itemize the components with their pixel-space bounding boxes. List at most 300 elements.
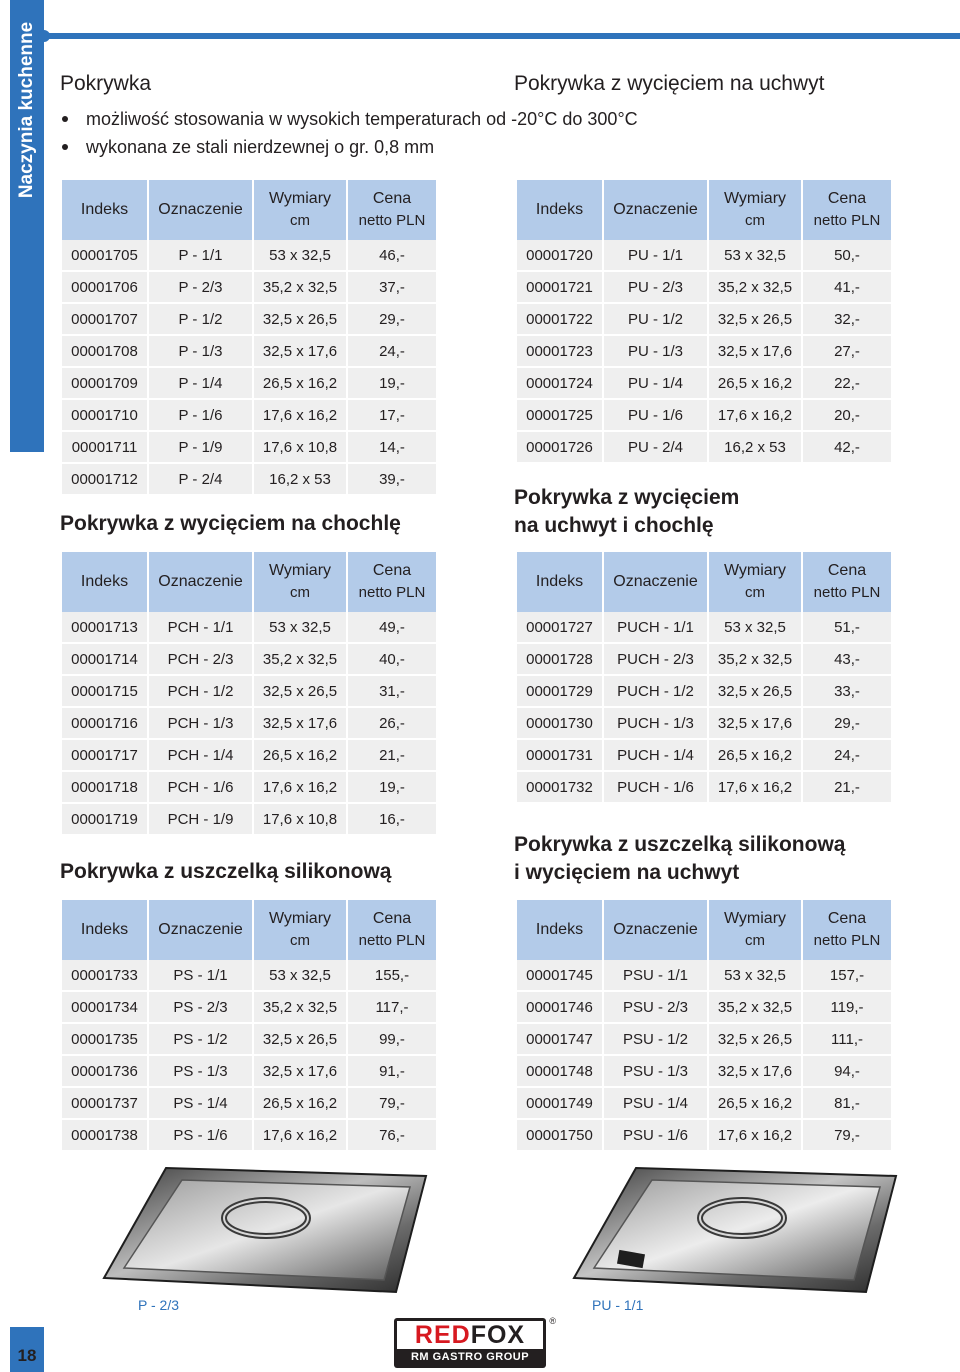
header-label: Oznaczenie: [613, 921, 698, 938]
cell-cena: 155,-: [348, 960, 436, 992]
cell-wymiary: 26,5 x 16,2: [709, 1088, 801, 1120]
cell-wymiary: 35,2 x 32,5: [254, 272, 346, 304]
cell-wymiary: 53 x 32,5: [709, 960, 801, 992]
table-row: [62, 804, 436, 836]
page-number: 18: [17, 1346, 37, 1365]
cell-oznaczenie: PS - 2/3: [149, 992, 252, 1024]
cell-indeks: 00001732: [517, 772, 602, 804]
header-indeks: [517, 900, 602, 960]
cell-oznaczenie: PU - 2/4: [604, 432, 707, 464]
cell-oznaczenie: PUCH - 1/6: [604, 772, 707, 804]
cell-indeks: 00001745: [517, 960, 602, 992]
price-table-ps: [60, 900, 438, 1152]
cell-indeks: 00001737: [62, 1088, 147, 1120]
cell-wymiary: 26,5 x 16,2: [254, 740, 346, 772]
header-label: Oznaczenie: [158, 573, 243, 590]
cell-cena: 16,-: [348, 804, 436, 836]
cell-indeks: 00001722: [517, 304, 602, 336]
cell-indeks: 00001712: [62, 464, 147, 496]
top-rule-dot: [38, 30, 50, 42]
cell-indeks: 00001721: [517, 272, 602, 304]
table-header-row: [62, 900, 436, 960]
table-row: [517, 960, 891, 992]
table-header-row: [62, 180, 436, 240]
cell-wymiary: 17,6 x 10,8: [254, 432, 346, 464]
section-title-p: Pokrywka: [60, 72, 152, 95]
lid-photo-p: [96, 1160, 456, 1300]
cell-wymiary: 32,5 x 26,5: [254, 1024, 346, 1056]
cell-cena: 40,-: [348, 644, 436, 676]
header-unit: netto PLN: [813, 584, 881, 601]
cell-indeks: 00001750: [517, 1120, 602, 1152]
header-label: Indeks: [535, 201, 584, 218]
table-row: [62, 400, 436, 432]
cell-indeks: 00001728: [517, 644, 602, 676]
table-row: [62, 960, 436, 992]
table-row: [517, 740, 891, 772]
cell-indeks: 00001735: [62, 1024, 147, 1056]
cell-indeks: 00001729: [517, 676, 602, 708]
cell-wymiary: 35,2 x 32,5: [254, 992, 346, 1024]
header-oznaczenie: [604, 900, 707, 960]
cell-cena: 119,-: [803, 992, 891, 1024]
cell-indeks: 00001726: [517, 432, 602, 464]
cell-wymiary: 32,5 x 26,5: [254, 676, 346, 708]
cell-wymiary: 32,5 x 17,6: [254, 1056, 346, 1088]
table-row: [62, 1088, 436, 1120]
cell-oznaczenie: PUCH - 1/4: [604, 740, 707, 772]
header-label: Cena: [827, 910, 867, 927]
cell-cena: 50,-: [803, 240, 891, 272]
cell-oznaczenie: PUCH - 1/2: [604, 676, 707, 708]
section-title-line: i wycięciem na uchwyt: [514, 861, 740, 884]
table-row: [62, 992, 436, 1024]
logo-wordmark: [397, 1321, 543, 1349]
section-title-psu: [514, 831, 845, 887]
cell-wymiary: 53 x 32,5: [254, 240, 346, 272]
cell-indeks: 00001707: [62, 304, 147, 336]
cell-cena: 29,-: [348, 304, 436, 336]
header-wymiary: [709, 552, 801, 612]
cell-cena: 20,-: [803, 400, 891, 432]
cell-indeks: 00001746: [517, 992, 602, 1024]
cell-indeks: 00001749: [517, 1088, 602, 1120]
cell-oznaczenie: PCH - 2/3: [149, 644, 252, 676]
header-label: Wymiary: [723, 190, 787, 207]
cell-wymiary: 16,2 x 53: [709, 432, 801, 464]
cell-indeks: 00001747: [517, 1024, 602, 1056]
cell-cena: 43,-: [803, 644, 891, 676]
table-row: [517, 272, 891, 304]
cell-wymiary: 16,2 x 53: [254, 464, 346, 496]
cell-oznaczenie: P - 1/4: [149, 368, 252, 400]
section-title-ps: Pokrywka z uszczelką silikonową: [60, 860, 392, 883]
sidebar-tab: [10, 0, 44, 452]
cell-indeks: 00001727: [517, 612, 602, 644]
cell-oznaczenie: P - 1/2: [149, 304, 252, 336]
cell-wymiary: 32,5 x 17,6: [254, 336, 346, 368]
feature-item: [60, 133, 638, 161]
cell-cena: 79,-: [803, 1120, 891, 1152]
cell-cena: 117,-: [348, 992, 436, 1024]
table-row: [517, 1056, 891, 1088]
cell-indeks: 00001731: [517, 740, 602, 772]
table-row: [62, 368, 436, 400]
section-title-puch: [514, 484, 739, 540]
table-row: [62, 432, 436, 464]
cell-wymiary: 32,5 x 17,6: [709, 708, 801, 740]
logo-red-text: RED: [414, 1321, 471, 1349]
cell-cena: 22,-: [803, 368, 891, 400]
cell-indeks: 00001714: [62, 644, 147, 676]
cell-oznaczenie: PCH - 1/4: [149, 740, 252, 772]
header-oznaczenie: [604, 552, 707, 612]
header-label: Cena: [827, 562, 867, 579]
cell-oznaczenie: PS - 1/3: [149, 1056, 252, 1088]
cell-cena: 19,-: [348, 772, 436, 804]
cell-cena: 39,-: [348, 464, 436, 496]
table-row: [62, 464, 436, 496]
cell-indeks: 00001710: [62, 400, 147, 432]
feature-text: wykonana ze stali nierdzewnej o gr. 0,8 mm: [86, 137, 435, 157]
cell-cena: 91,-: [348, 1056, 436, 1088]
cell-cena: 49,-: [348, 612, 436, 644]
header-cena: [803, 552, 891, 612]
cell-indeks: 00001724: [517, 368, 602, 400]
header-wymiary: [254, 552, 346, 612]
cell-cena: 29,-: [803, 708, 891, 740]
table-row: [62, 240, 436, 272]
table-row: [62, 304, 436, 336]
header-indeks: [62, 180, 147, 240]
header-label: Wymiary: [723, 910, 787, 927]
header-unit: netto PLN: [358, 212, 426, 229]
cell-cena: 79,-: [348, 1088, 436, 1120]
cell-indeks: 00001717: [62, 740, 147, 772]
cell-oznaczenie: PSU - 2/3: [604, 992, 707, 1024]
header-wymiary: [254, 900, 346, 960]
cell-oznaczenie: PSU - 1/4: [604, 1088, 707, 1120]
table-row: [517, 336, 891, 368]
cell-cena: 24,-: [803, 740, 891, 772]
table-row: [62, 336, 436, 368]
cell-wymiary: 17,6 x 16,2: [254, 400, 346, 432]
cell-indeks: 00001725: [517, 400, 602, 432]
table-header-row: [517, 900, 891, 960]
cell-wymiary: 26,5 x 16,2: [254, 368, 346, 400]
header-label: Oznaczenie: [158, 201, 243, 218]
price-table-psu: [515, 900, 893, 1152]
table-row: [517, 240, 891, 272]
header-label: Wymiary: [268, 910, 332, 927]
cell-wymiary: 26,5 x 16,2: [254, 1088, 346, 1120]
cell-indeks: 00001705: [62, 240, 147, 272]
cell-wymiary: 17,6 x 16,2: [709, 772, 801, 804]
section-title-pu: Pokrywka z wycięciem na uchwyt: [514, 72, 825, 95]
cell-cena: 17,-: [348, 400, 436, 432]
feature-list: [60, 105, 638, 161]
table-row: [62, 708, 436, 740]
header-unit: netto PLN: [813, 212, 881, 229]
table-row: [62, 740, 436, 772]
bullet-icon: [62, 116, 68, 122]
cell-oznaczenie: PU - 1/1: [604, 240, 707, 272]
cell-indeks: 00001719: [62, 804, 147, 836]
header-label: Indeks: [80, 201, 129, 218]
cell-wymiary: 32,5 x 26,5: [709, 676, 801, 708]
header-oznaczenie: [604, 180, 707, 240]
header-cena: [348, 180, 436, 240]
cell-wymiary: 17,6 x 16,2: [709, 1120, 801, 1152]
header-label: Cena: [372, 910, 412, 927]
cell-wymiary: 35,2 x 32,5: [709, 272, 801, 304]
header-oznaczenie: [149, 180, 252, 240]
header-label: Oznaczenie: [613, 201, 698, 218]
cell-oznaczenie: PS - 1/2: [149, 1024, 252, 1056]
cell-cena: 111,-: [803, 1024, 891, 1056]
header-unit: netto PLN: [358, 932, 426, 949]
table-row: [517, 304, 891, 336]
section-title-line: Pokrywka z uszczelką silikonową: [514, 833, 846, 856]
cell-oznaczenie: P - 1/6: [149, 400, 252, 432]
redfox-logo: [394, 1316, 556, 1368]
cell-indeks: 00001734: [62, 992, 147, 1024]
table-row: [62, 676, 436, 708]
top-rule: [44, 33, 960, 39]
cell-wymiary: 32,5 x 26,5: [709, 1024, 801, 1056]
cell-cena: 19,-: [348, 368, 436, 400]
cell-cena: 26,-: [348, 708, 436, 740]
logo-subtitle: RM GASTRO GROUP: [410, 1351, 530, 1363]
cell-cena: 14,-: [348, 432, 436, 464]
header-label: Oznaczenie: [158, 921, 243, 938]
header-label: Cena: [372, 562, 412, 579]
table-row: [517, 1024, 891, 1056]
cell-indeks: 00001715: [62, 676, 147, 708]
table-row: [517, 1120, 891, 1152]
cell-wymiary: 53 x 32,5: [709, 240, 801, 272]
header-wymiary: [254, 180, 346, 240]
cell-oznaczenie: PCH - 1/2: [149, 676, 252, 708]
cell-oznaczenie: P - 1/9: [149, 432, 252, 464]
cell-indeks: 00001713: [62, 612, 147, 644]
table-row: [62, 272, 436, 304]
cell-oznaczenie: PSU - 1/6: [604, 1120, 707, 1152]
header-label: Oznaczenie: [613, 573, 698, 590]
header-indeks: [517, 552, 602, 612]
cell-oznaczenie: PCH - 1/3: [149, 708, 252, 740]
cell-oznaczenie: PU - 1/3: [604, 336, 707, 368]
cell-cena: 99,-: [348, 1024, 436, 1056]
table-row: [517, 992, 891, 1024]
cell-oznaczenie: PU - 1/4: [604, 368, 707, 400]
cell-wymiary: 35,2 x 32,5: [709, 644, 801, 676]
cell-wymiary: 32,5 x 26,5: [254, 304, 346, 336]
table-row: [62, 1024, 436, 1056]
header-unit: cm: [290, 584, 310, 601]
cell-oznaczenie: PSU - 1/2: [604, 1024, 707, 1056]
cell-indeks: 00001720: [517, 240, 602, 272]
section-title-pch: Pokrywka z wycięciem na chochlę: [60, 512, 401, 535]
header-oznaczenie: [149, 900, 252, 960]
cell-wymiary: 53 x 32,5: [254, 960, 346, 992]
photo-caption-left: P - 2/3: [138, 1297, 179, 1313]
cell-oznaczenie: PCH - 1/1: [149, 612, 252, 644]
header-label: Indeks: [535, 921, 584, 938]
cell-indeks: 00001733: [62, 960, 147, 992]
cell-cena: 21,-: [803, 772, 891, 804]
header-cena: [803, 180, 891, 240]
table-row: [517, 772, 891, 804]
sidebar-label: Naczynia kuchenne: [16, 21, 37, 199]
table-header-row: [517, 552, 891, 612]
header-cena: [348, 552, 436, 612]
cell-cena: 42,-: [803, 432, 891, 464]
header-unit: cm: [290, 932, 310, 949]
cell-oznaczenie: P - 2/4: [149, 464, 252, 496]
header-unit: cm: [745, 212, 765, 229]
cell-cena: 157,-: [803, 960, 891, 992]
cell-indeks: 00001708: [62, 336, 147, 368]
cell-cena: 94,-: [803, 1056, 891, 1088]
header-label: Indeks: [80, 921, 129, 938]
bullet-icon: [62, 144, 68, 150]
table-row: [62, 644, 436, 676]
feature-text: możliwość stosowania w wysokich temperaturach od -20°C do 300°C: [86, 109, 638, 129]
cell-oznaczenie: P - 1/1: [149, 240, 252, 272]
cell-cena: 46,-: [348, 240, 436, 272]
cell-wymiary: 53 x 32,5: [709, 612, 801, 644]
cell-indeks: 00001738: [62, 1120, 147, 1152]
lid-photo-pu: [560, 1160, 920, 1300]
header-indeks: [517, 180, 602, 240]
cell-cena: 81,-: [803, 1088, 891, 1120]
cell-oznaczenie: PUCH - 2/3: [604, 644, 707, 676]
table-row: [517, 676, 891, 708]
header-label: Indeks: [535, 573, 584, 590]
section-title-line: Pokrywka z wycięciem: [514, 486, 740, 509]
cell-wymiary: 17,6 x 16,2: [709, 400, 801, 432]
cell-indeks: 00001718: [62, 772, 147, 804]
cell-wymiary: 32,5 x 17,6: [709, 1056, 801, 1088]
table-header-row: [62, 552, 436, 612]
cell-cena: 41,-: [803, 272, 891, 304]
header-oznaczenie: [149, 552, 252, 612]
table-row: [517, 708, 891, 740]
table-row: [62, 1120, 436, 1152]
header-label: Cena: [372, 190, 412, 207]
table-header-row: [517, 180, 891, 240]
cell-oznaczenie: PSU - 1/3: [604, 1056, 707, 1088]
header-wymiary: [709, 900, 801, 960]
header-label: Wymiary: [723, 562, 787, 579]
cell-indeks: 00001748: [517, 1056, 602, 1088]
price-table-pch: [60, 552, 438, 836]
table-row: [62, 612, 436, 644]
price-table-pu: [515, 180, 893, 464]
cell-cena: 51,-: [803, 612, 891, 644]
header-unit: cm: [290, 212, 310, 229]
header-unit: cm: [745, 584, 765, 601]
header-unit: netto PLN: [813, 932, 881, 949]
cell-oznaczenie: PS - 1/4: [149, 1088, 252, 1120]
cell-cena: 27,-: [803, 336, 891, 368]
cell-wymiary: 17,6 x 16,2: [254, 1120, 346, 1152]
cell-cena: 21,-: [348, 740, 436, 772]
header-label: Wymiary: [268, 562, 332, 579]
table-row: [62, 1056, 436, 1088]
table-row: [517, 612, 891, 644]
section-title-line: na uchwyt i chochlę: [514, 514, 714, 537]
cell-oznaczenie: PCH - 1/9: [149, 804, 252, 836]
cell-wymiary: 53 x 32,5: [254, 612, 346, 644]
cell-wymiary: 17,6 x 16,2: [254, 772, 346, 804]
cell-oznaczenie: PU - 1/2: [604, 304, 707, 336]
cell-oznaczenie: PCH - 1/6: [149, 772, 252, 804]
cell-cena: 31,-: [348, 676, 436, 708]
cell-oznaczenie: PS - 1/1: [149, 960, 252, 992]
cell-oznaczenie: PUCH - 1/3: [604, 708, 707, 740]
header-label: Indeks: [80, 573, 129, 590]
cell-indeks: 00001736: [62, 1056, 147, 1088]
table-row: [517, 400, 891, 432]
cell-indeks: 00001706: [62, 272, 147, 304]
cell-wymiary: 17,6 x 10,8: [254, 804, 346, 836]
price-table-p: [60, 180, 438, 496]
cell-oznaczenie: PSU - 1/1: [604, 960, 707, 992]
cell-indeks: 00001716: [62, 708, 147, 740]
cell-wymiary: 35,2 x 32,5: [254, 644, 346, 676]
table-row: [62, 772, 436, 804]
cell-wymiary: 26,5 x 16,2: [709, 740, 801, 772]
cell-indeks: 00001723: [517, 336, 602, 368]
cell-cena: 24,-: [348, 336, 436, 368]
header-cena: [348, 900, 436, 960]
cell-cena: 76,-: [348, 1120, 436, 1152]
cell-indeks: 00001711: [62, 432, 147, 464]
header-unit: cm: [745, 932, 765, 949]
table-row: [517, 1088, 891, 1120]
header-indeks: [62, 552, 147, 612]
cell-oznaczenie: PUCH - 1/1: [604, 612, 707, 644]
cell-oznaczenie: P - 2/3: [149, 272, 252, 304]
table-row: [517, 644, 891, 676]
header-label: Wymiary: [268, 190, 332, 207]
logo-black-text: FOX: [470, 1321, 526, 1349]
header-label: Cena: [827, 190, 867, 207]
cell-indeks: 00001730: [517, 708, 602, 740]
cell-wymiary: 26,5 x 16,2: [709, 368, 801, 400]
cell-wymiary: 32,5 x 17,6: [254, 708, 346, 740]
cell-wymiary: 35,2 x 32,5: [709, 992, 801, 1024]
header-indeks: [62, 900, 147, 960]
price-table-puch: [515, 552, 893, 804]
cell-wymiary: 32,5 x 26,5: [709, 304, 801, 336]
table-row: [517, 368, 891, 400]
cell-oznaczenie: PU - 2/3: [604, 272, 707, 304]
cell-cena: 33,-: [803, 676, 891, 708]
header-unit: netto PLN: [358, 584, 426, 601]
photo-caption-right: PU - 1/1: [592, 1297, 644, 1313]
cell-oznaczenie: P - 1/3: [149, 336, 252, 368]
cell-cena: 37,-: [348, 272, 436, 304]
cell-oznaczenie: PU - 1/6: [604, 400, 707, 432]
cell-wymiary: 32,5 x 17,6: [709, 336, 801, 368]
header-cena: [803, 900, 891, 960]
registered-icon: ®: [549, 1316, 556, 1326]
cell-cena: 32,-: [803, 304, 891, 336]
cell-oznaczenie: PS - 1/6: [149, 1120, 252, 1152]
